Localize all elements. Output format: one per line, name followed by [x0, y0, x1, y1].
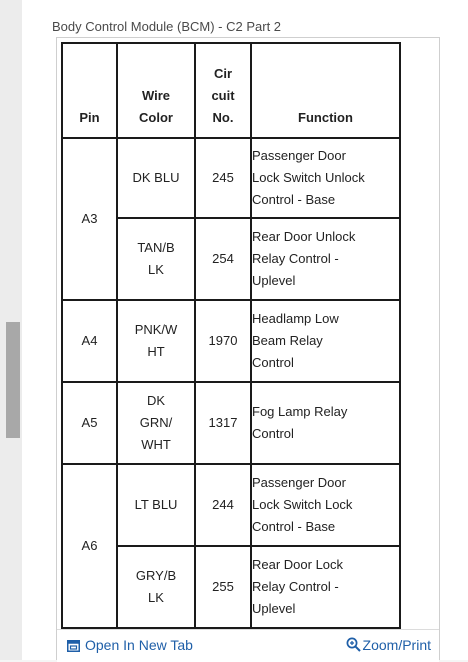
scrollbar-thumb[interactable] — [6, 322, 20, 438]
function-cell — [251, 218, 400, 300]
left-rail — [0, 0, 23, 660]
zoom-print-link[interactable] — [346, 637, 431, 655]
figure-caption: Body Control Module (BCM) - C2 Part 2 — [52, 19, 282, 34]
function-line: Relay Control - — [252, 579, 339, 594]
pin-cell — [62, 382, 117, 464]
pin-value: A6 — [81, 538, 98, 553]
content-area — [22, 0, 468, 660]
circuit-value: 245 — [212, 170, 234, 185]
function-line: Uplevel — [252, 601, 296, 616]
wire-color-value: TAN/B — [137, 240, 175, 255]
wire-color-value: DK — [146, 393, 166, 408]
pin-cell — [62, 300, 117, 382]
circuit-cell — [195, 546, 251, 628]
function-line: Rear Door Lock — [252, 557, 344, 572]
header-circuit-no — [195, 43, 251, 138]
function-line: Lock Switch Unlock — [252, 170, 365, 185]
zoom-print-label[interactable]: Zoom/Print — [362, 637, 431, 653]
function-line: Control — [252, 355, 294, 370]
function-cell — [251, 546, 400, 628]
function-line: Control — [252, 426, 294, 441]
wire-color-value: LT BLU — [134, 497, 178, 512]
diagram-frame — [56, 37, 440, 660]
function-line: Control - Base — [252, 192, 336, 207]
function-line: Uplevel — [252, 273, 296, 288]
header-circuit-line2: cuit — [211, 88, 235, 103]
header-wire-label-line2: Color — [139, 110, 173, 125]
open-in-new-tab-label[interactable]: Open In New Tab — [85, 637, 193, 653]
wire-color-value: PNK/W — [134, 322, 178, 337]
circuit-value: 254 — [212, 251, 234, 266]
wire-color-cell — [117, 382, 195, 464]
wire-color-value: GRY/B — [135, 568, 177, 583]
header-circuit-line3: No. — [212, 110, 234, 125]
pin-value: A3 — [81, 211, 98, 226]
circuit-cell — [195, 138, 251, 218]
wire-color-cell — [117, 546, 195, 628]
header-function-label: Function — [298, 110, 353, 125]
wire-color-value: LK — [148, 590, 164, 605]
table-row — [62, 382, 400, 464]
wire-color-value: WHT — [141, 437, 171, 452]
figure-toolbar — [57, 629, 439, 662]
function-cell — [251, 138, 400, 218]
wire-color-value: DK BLU — [132, 170, 180, 185]
circuit-cell — [195, 300, 251, 382]
magnifier-icon — [346, 637, 361, 655]
circuit-cell — [195, 464, 251, 546]
function-line: Beam Relay — [252, 333, 323, 348]
wire-color-value: HT — [147, 344, 165, 359]
open-in-new-tab-icon — [67, 639, 80, 655]
circuit-value: 1317 — [208, 415, 238, 430]
table-row — [62, 138, 400, 218]
function-line: Rear Door Unlock — [252, 229, 356, 244]
pin-value: A5 — [81, 415, 98, 430]
function-cell — [251, 300, 400, 382]
table-row — [62, 464, 400, 546]
header-wire-color — [117, 43, 195, 138]
wire-color-cell — [117, 464, 195, 546]
function-line: Passenger Door — [252, 148, 346, 163]
wire-color-value: LK — [148, 262, 164, 277]
wire-color-cell — [117, 218, 195, 300]
header-pin-label: Pin — [79, 110, 100, 125]
function-line: Fog Lamp Relay — [252, 404, 348, 419]
wire-color-value: GRN/ — [139, 415, 173, 430]
function-line: Headlamp Low — [252, 311, 339, 326]
function-line: Passenger Door — [252, 475, 346, 490]
pin-value: A4 — [81, 333, 98, 348]
table-header-row — [62, 43, 400, 138]
wire-color-cell — [117, 300, 195, 382]
function-line: Relay Control - — [252, 251, 339, 266]
circuit-value: 244 — [212, 497, 234, 512]
circuit-value: 1970 — [208, 333, 238, 348]
circuit-cell — [195, 218, 251, 300]
header-wire-label-line1: Wire — [141, 88, 171, 103]
function-cell — [251, 464, 400, 546]
pin-cell — [62, 138, 117, 300]
pin-cell — [62, 464, 117, 628]
wire-color-cell — [117, 138, 195, 218]
header-circuit-line1: Cir — [213, 66, 233, 81]
header-pin — [62, 43, 117, 138]
circuit-cell — [195, 382, 251, 464]
function-line: Control - Base — [252, 519, 336, 534]
function-cell — [251, 382, 400, 464]
circuit-value: 255 — [212, 579, 234, 594]
open-in-new-tab-link[interactable] — [67, 637, 193, 655]
pin-table — [61, 42, 401, 629]
header-function — [251, 43, 400, 138]
function-line: Lock Switch Lock — [252, 497, 353, 512]
table-row — [62, 300, 400, 382]
